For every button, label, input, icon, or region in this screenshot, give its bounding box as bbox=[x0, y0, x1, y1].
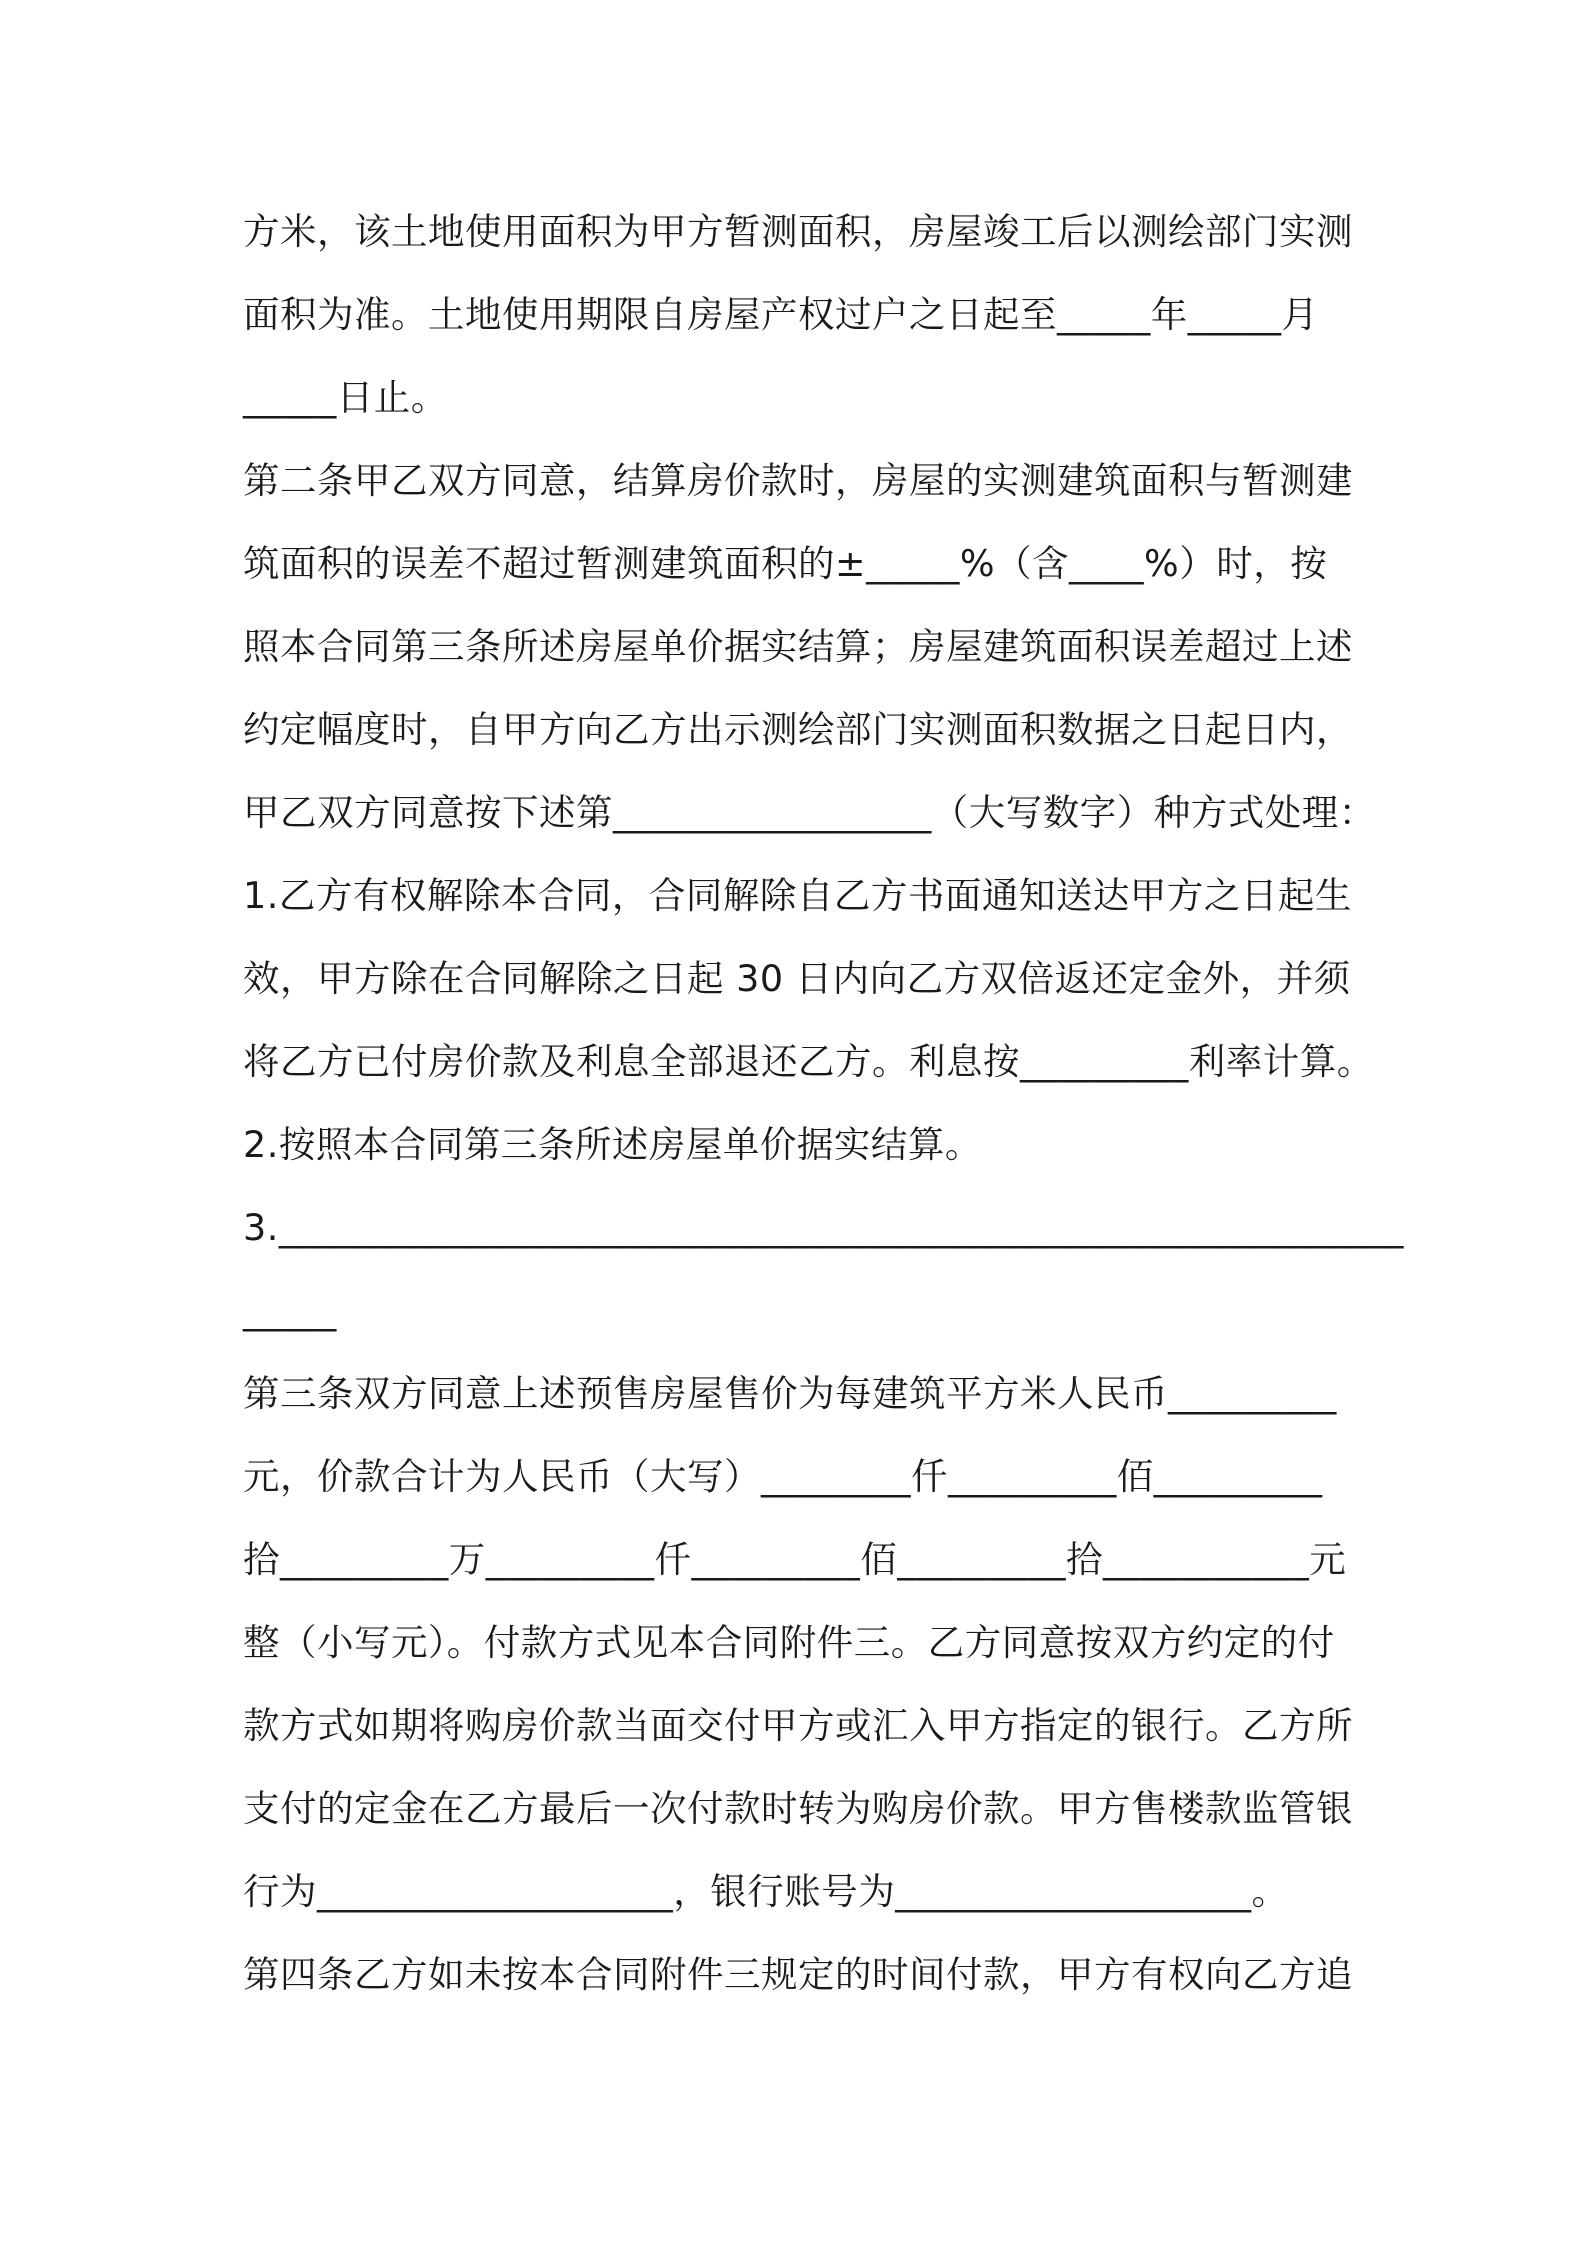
text-line: _____ bbox=[243, 1289, 337, 1332]
text-line: 筑面积的误差不超过暂测建筑面积的±_____%（含____%）时，按 bbox=[243, 542, 1328, 585]
text-line: 第三条双方同意上述预售房屋售价为每建筑平方米人民币_________ bbox=[243, 1372, 1337, 1415]
text-line: 约定幅度时，自甲方向乙方出示测绘部门实测面积数据之日起日内， bbox=[243, 708, 1353, 751]
text-line: 元，价款合计为人民币（大写）________仟_________佰_________ bbox=[243, 1455, 1323, 1498]
text-line: 行为___________________，银行账号为___________________。 bbox=[243, 1870, 1289, 1913]
text-line: 1.乙方有权解除本合同，合同解除自乙方书面通知送达甲方之日起生 bbox=[243, 874, 1352, 917]
text-line: 照本合同第三条所述房屋单价据实结算；房屋建筑面积误差超过上述 bbox=[243, 625, 1353, 668]
text-line: 第二条甲乙双方同意，结算房价款时，房屋的实测建筑面积与暂测建 bbox=[243, 459, 1353, 502]
text-line: 拾_________万_________仟_________佰_________拾___________元 bbox=[243, 1538, 1347, 1581]
text-line: 方米，该土地使用面积为甲方暂测面积，房屋竣工后以测绘部门实测 bbox=[243, 210, 1353, 253]
text-line: 3.____________________________________________________________ bbox=[243, 1206, 1404, 1249]
text-line: 支付的定金在乙方最后一次付款时转为购房价款。甲方售楼款监管银 bbox=[243, 1787, 1353, 1830]
text-line: 将乙方已付房价款及利息全部退还乙方。利息按_________利率计算。 bbox=[243, 1040, 1374, 1083]
text-line: 甲乙双方同意按下述第_________________（大写数字）种方式处理： bbox=[243, 791, 1376, 834]
text-line: 2.按照本合同第三条所述房屋单价据实结算。 bbox=[243, 1123, 982, 1166]
text-line: _____日止。 bbox=[243, 376, 448, 419]
text-line: 效，甲方除在合同解除之日起 30 日内向乙方双倍返还定金外，并须 bbox=[243, 957, 1351, 1000]
text-line: 款方式如期将购房价款当面交付甲方或汇入甲方指定的银行。乙方所 bbox=[243, 1704, 1353, 1747]
text-line: 整（小写元）。付款方式见本合同附件三。乙方同意按双方约定的付 bbox=[243, 1621, 1335, 1664]
text-line: 面积为准。土地使用期限自房屋产权过户之日起至_____年_____月 bbox=[243, 293, 1319, 336]
text-line: 第四条乙方如未按本合同附件三规定的时间付款，甲方有权向乙方追 bbox=[243, 1953, 1353, 1996]
